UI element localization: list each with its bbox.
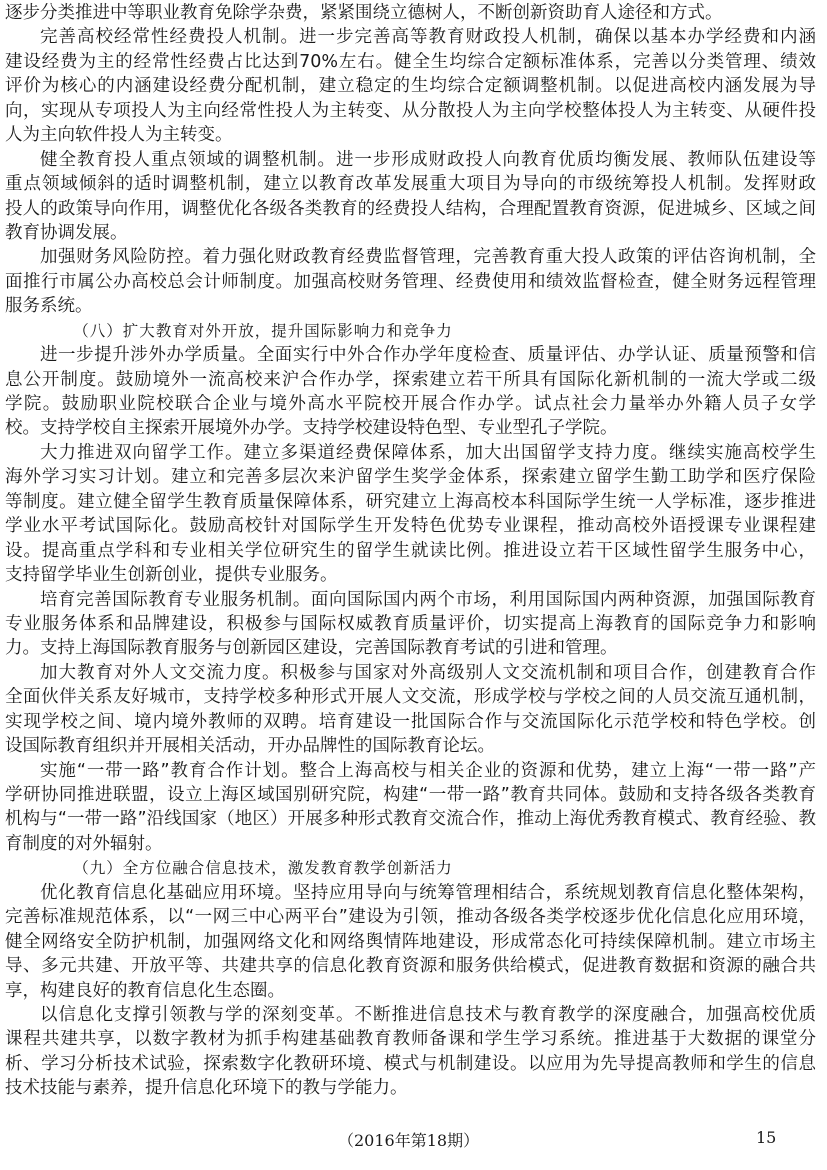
text-line: 学业水平考试国际化。鼓励高校针对国际学生开发特色优势专业课程，推动高校外语授课专业课程建 — [5, 516, 816, 537]
text-line: 析、学习分析技术试验，探索数字化教研环境、模式与机制建设。以应用为先导提高教师和学生的信息 — [5, 1053, 816, 1074]
text-line: 评价为核心的内涵建设经费分配机制，建立稳定的生均综合定额调整机制。以促进高校内涵发展为导 — [5, 76, 816, 97]
text-line: 向，实现从专项投人为主向经常性投人为主转变、从分散投人为主向学校整体投人为主转变、从硬件投 — [5, 100, 816, 121]
paragraph — [5, 1, 816, 25]
section-heading — [5, 319, 816, 343]
text-line: 投人的政策导向作用，调整优化各级各类教育的经费投人结构，合理配置教育资源，促进城乡、区域之间 — [5, 198, 816, 219]
page-number: 15 — [756, 1128, 777, 1147]
text-line: 优化教育信息化基础应用环境。坚持应用导向与统筹管理相结合，系统规划教育信息化整体架构， — [40, 882, 816, 903]
heading-text: （八）扩大教育对外开放，提升国际影响力和竞争力 — [73, 321, 453, 340]
text-line: 专业服务体系和品牌建设，积极参与国际权威教育质量评价，切实提高上海教育的国际竞争力和影响 — [5, 613, 816, 634]
text-line: 导、多元共建、开放平等、共建共享的信息化教育资源和服务供给模式，促进教育数据和资源的融合共 — [5, 956, 816, 977]
text-line: 培育完善国际教育专业服务机制。面向国际国内两个市场，利用国际国内两种资源，加强国际教育 — [40, 589, 816, 610]
text-line: 学院。鼓励职业院校联合企业与境外高水平院校开展合作办学。试点社会力量举办外籍人员子女学 — [5, 394, 816, 414]
text-line: 完善标准规范体系，以“一网三中心两平台”建设为引领，推动各级各类学校逐步优化信息化应用环境， — [5, 907, 816, 928]
text-line: 海外学习实习计划。建立和完善多层次来沪留学生奖学金体系，探索建立留学生勤工助学和医疗保险 — [5, 467, 816, 488]
paragraph — [5, 759, 816, 857]
paragraph — [5, 881, 816, 1003]
paragraph — [5, 25, 816, 147]
text-line: 校。支持学校自主探索开展境外办学。支持学校建设特色型、专业型孔子学院。 — [5, 418, 618, 439]
text-line: 机构与“一带一路”沿线国家（地区）开展多种形式教育交流合作，推动上海优秀教育模式、教育经验、教 — [5, 809, 816, 830]
text-line: 逐步分类推进中等职业教育免除学杂费，紧紧围绕立德树人，不断创新资助育人途径和方式。 — [5, 3, 723, 23]
text-line: 完善高校经常性经费投人机制。进一步完善高等教育财政投人机制，确保以基本办学经费和内涵 — [40, 27, 816, 48]
text-line: 全面伙伴关系友好城市，支持学校多种形式开展人文交流，形成学校与学校之间的人员交流互通机制， — [5, 687, 816, 708]
text-line: 享，构建良好的教育信息化生态圈。 — [5, 980, 285, 1001]
text-line: 进一步提升涉外办学质量。全面实行中外合作办学年度检查、质量评估、办学认证、质量预警和信 — [40, 345, 816, 366]
text-line: 设国际教育组织并开展相关活动，开办品牌性的国际教育论坛。 — [5, 736, 495, 757]
text-line: 大力推进双向留学工作。建立多渠道经费保障体系，加大出国留学支持力度。继续实施高校学生 — [40, 442, 816, 463]
text-line: 建设经费为主的经常性经费占比达到70%左右。健全生均综合定额标准体系，完善以分类管理、绩效 — [5, 51, 816, 72]
paragraph — [5, 588, 816, 661]
text-line: 加大教育对外人文交流力度。积极参与国家对外高级别人文交流机制和项目合作，创建教育合作 — [40, 662, 816, 683]
heading-text: （九）全方位融合信息技术，激发教育教学创新活力 — [73, 859, 453, 878]
text-line: 面推行市属公办高校总会计师制度。加强高校财务管理、经费使用和绩效监督检查，健全财务远程管理 — [5, 271, 816, 292]
text-line: 支持留学毕业生创新创业，提供专业服务。 — [5, 565, 338, 586]
text-line: 育制度的对外辐射。 — [5, 833, 163, 854]
paragraph — [5, 661, 816, 759]
text-line: 等制度。建立健全留学生教育质量保障体系，研究建立上海高校本科国际学生统一人学标准，逐步推进 — [5, 491, 816, 512]
section-heading — [5, 856, 816, 880]
text-line: 技术技能与素养，提升信息化环境下的教与学能力。 — [5, 1078, 408, 1099]
text-line: 息公开制度。鼓励境外一流高校来沪合作办学，探索建立若干所具有国际化新机制的一流大学或二级 — [5, 369, 816, 390]
text-line: 服务系统。 — [5, 296, 93, 317]
document-body — [5, 1, 816, 1101]
text-line: 加强财务风险防控。着力强化财政教育经费监督管理，完善教育重大投人政策的评估咨询机制，全 — [40, 247, 816, 268]
paragraph — [5, 245, 816, 318]
text-line: 实现学校之间、境内境外教师的双聘。培育建设一批国际合作与交流国际化示范学校和特色学校。创 — [5, 711, 816, 732]
text-line: 学研协同推进联盟，设立上海区域国别研究院，构建“一带一路”教育共同体。鼓励和支持各级各类教育 — [5, 785, 816, 805]
text-line: 课程共建共享，以数字教材为抓手构建基础教育教师备课和学生学习系统。推进基于大数据的课堂分 — [5, 1029, 816, 1050]
paragraph — [5, 148, 816, 246]
text-line: 以信息化支撑引领教与学的深刻变革。不断推进信息技术与教育教学的深度融合，加强高校优质 — [40, 1004, 816, 1025]
text-line: 教育协调发展。 — [5, 222, 128, 243]
text-line: 重点领域倾斜的适时调整机制，建立以教育改革发展重大项目为导向的市级统筹投人机制。发挥财政 — [5, 174, 816, 195]
text-line: 健全教育投人重点领域的调整机制。进一步形成财政投人向教育优质均衡发展、教师队伍建设等 — [40, 149, 816, 170]
text-line: 实施“一带一路”教育合作计划。整合上海高校与相关企业的资源和优势，建立上海“一带一路”产 — [40, 760, 816, 781]
text-line: 健全网络安全防护机制，加强网络文化和网络舆情阵地建设，形成常态化可持续保障机制。建立市场主 — [5, 931, 816, 952]
paragraph — [5, 343, 816, 441]
text-line: 人为主向软件投人为主转变。 — [5, 125, 233, 146]
footer-issue-label: （2016年第18期） — [338, 1131, 480, 1150]
text-line: 力。支持上海国际教育服务与创新园区建设，完善国际教育考试的引进和管理。 — [5, 638, 618, 659]
text-line: 设。提高重点学科和专业相关学位研究生的留学生就读比例。推进设立若干区域性留学生服务中心， — [5, 540, 816, 561]
paragraph — [5, 1003, 816, 1101]
paragraph — [5, 441, 816, 588]
